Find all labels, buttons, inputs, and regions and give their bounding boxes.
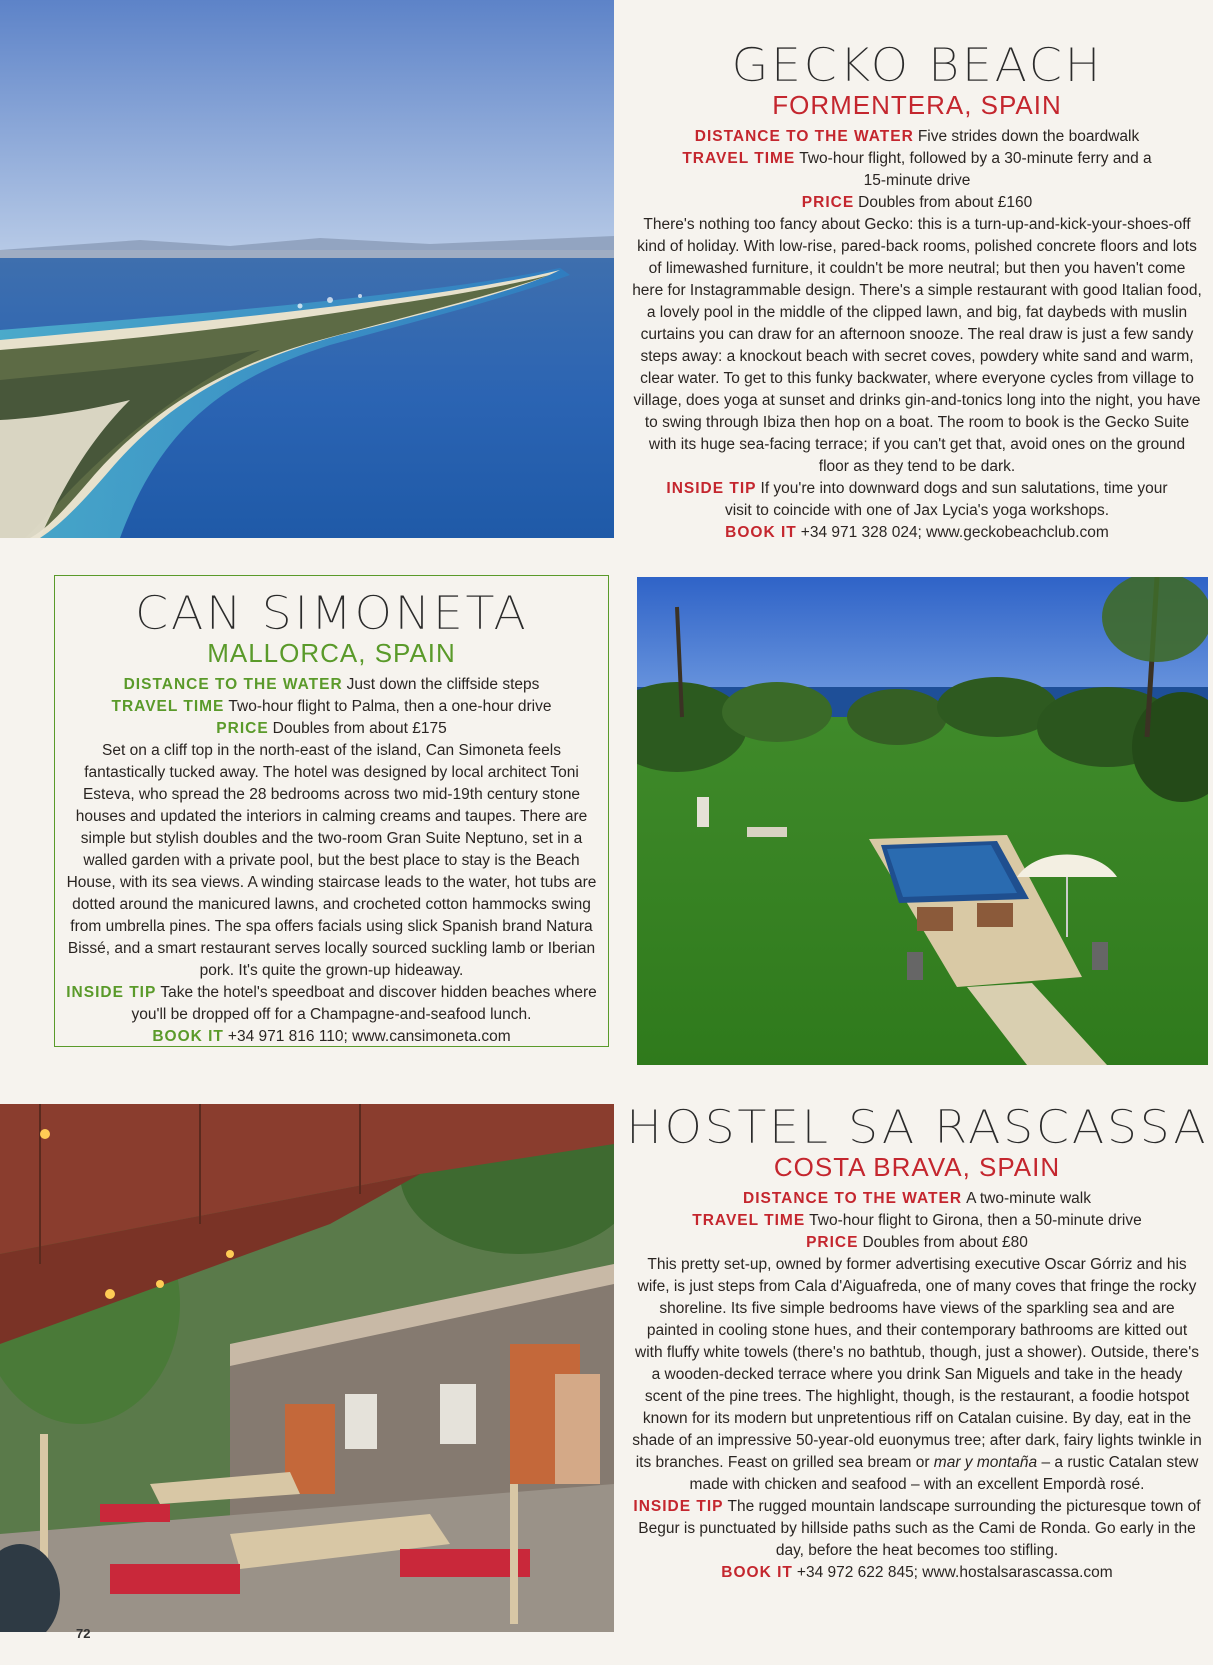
tip-value: If you're into downward dogs and sun salutations, time your visit to coincide with one of Jax Lycia's yoga workshops. [724, 480, 1168, 519]
book-label: BOOK IT [725, 524, 797, 541]
rascassa-distance [632, 1188, 1202, 1210]
simoneta-travel [55, 696, 608, 718]
tip-value: The rugged mountain landscape surrounding the picturesque town of Begur is punctuated by hillside paths such as the Cami de Ronda. Go early in the day, before the heat becomes too stifling. [638, 1498, 1201, 1559]
distance-value: Just down the cliffside steps [346, 676, 540, 693]
simoneta-book [55, 1026, 608, 1048]
tip-label: INSIDE TIP [633, 1498, 724, 1515]
simoneta-body: Set on a cliff top in the north-east of the island, Can Simoneta feels fantastically tucked away. The hotel was designed by local architect Toni Esteva, who spread the 28 bedrooms across two mid-19th century stone houses and updated the interiors in calming creams and taupes. There are simple but stylish doubles and the two-room Gran Suite Neptuno, set in a walled garden with a private pool, but the best place to stay is the Beach House, with its sea views. A winding staircase leads to the water, hot tubs are dotted around the manicured lawns, and crocheted cotton hammocks swing from umbrella pines. The spa offers facials using slick Spanish brand Natura Bissé, and a smart restaurant serves locally sourced suckling lamb or Iberian pork. It's quite the grown-up hideaway. [66, 742, 597, 979]
book-label: BOOK IT [152, 1028, 224, 1045]
travel-value: Two-hour flight, followed by a 30-minute ferry and a 15-minute drive [799, 150, 1152, 189]
can-simoneta-title: CAN SIMONETA [134, 586, 529, 640]
gecko-travel [632, 148, 1202, 192]
gecko-book [632, 522, 1202, 544]
travel-label: TRAVEL TIME [692, 1212, 806, 1229]
can-simoneta-location: MALLORCA, SPAIN [207, 638, 456, 668]
travel-label: TRAVEL TIME [682, 150, 796, 167]
price-value: Doubles from about £80 [862, 1234, 1028, 1251]
price-label: PRICE [801, 194, 855, 211]
rascassa-body-part-2: – a rustic Catalan stew made with chicken and seafood – with an excellent Empordà rosé. [689, 1454, 1199, 1493]
gecko-price [632, 192, 1202, 214]
travel-value: Two-hour flight to Girona, then a 50-minute drive [809, 1212, 1142, 1229]
gecko-tip [632, 478, 1202, 522]
formentera-coast-photo [0, 0, 614, 538]
travel-value: Two-hour flight to Palma, then a one-hour drive [228, 698, 552, 715]
rascassa-body [632, 1254, 1202, 1496]
price-value: Doubles from about £175 [272, 720, 447, 737]
distance-label: DISTANCE TO THE WATER [694, 128, 914, 145]
gecko-body: There's nothing too fancy about Gecko: this is a turn-up-and-kick-your-shoes-off kind of holiday. With low-rise, pared-back rooms, polished concrete floors and lots of limewashed furniture, it couldn't be more neutral; but then you haven't come here for Instagrammable design. There's a simple restaurant with good Italian food, a lovely pool in the middle of the clipped lawn, and big, fat daybeds with muslin curtains you can draw for an afternoon snooze. The real draw is just a few sandy steps away: a knockout beach with secret coves, powdery white sand and warm, clear water. To get to this funky backwater, where everyone cycles from village to village, does yoga at sunset and drinks gin-and-tonics long into the night, you have to swing through Ibiza then hop on a boat. The room to book is the Gecko Suite with its huge sea-facing terrace; if you can't get that, avoid ones on the ground floor as they tend to be dark. [632, 216, 1202, 475]
gecko-distance [632, 126, 1202, 148]
gecko-beach-title: GECKO BEACH [731, 38, 1103, 92]
distance-value: Five strides down the boardwalk [917, 128, 1140, 145]
rascassa-book [632, 1562, 1202, 1584]
rascassa-tip [632, 1496, 1202, 1562]
tip-label: INSIDE TIP [66, 984, 157, 1001]
travel-label: TRAVEL TIME [111, 698, 225, 715]
price-label: PRICE [216, 720, 269, 737]
rascassa-price [632, 1232, 1202, 1254]
garden-pool-photo [637, 577, 1208, 1065]
hostel-sa-rascassa-section [625, 1100, 1209, 1584]
hostel-sa-rascassa-title: HOSTEL SA RASCASSA [625, 1100, 1209, 1154]
distance-label: DISTANCE TO THE WATER [123, 676, 343, 693]
simoneta-price [55, 718, 608, 740]
simoneta-distance [55, 674, 608, 696]
rascassa-body-part-1: This pretty set-up, owned by former advertising executive Oscar Górriz and his wife, is just steps from Cala d'Aiguafreda, one of many coves that fringe the rocky shoreline. Its five simple bedrooms have views of the sparkling sea and are painted in cooling stone hues, and their contemporary bathrooms are kitted out with fluffy white towels (there's no bathtub, though, just a shower). Outside, there's a wooden-decked terrace where you drink San Miguels and take in the heady scent of the pine trees. The highlight, though, is the restaurant, a foodie hotspot known for its modern but unpretentious riff on Catalan cuisine. By day, eat in the shade of an impressive 50-year-old euonymus tree; after dark, fairy lights twinkle in its branches. Feast on grilled sea bream or [632, 1256, 1202, 1471]
hostel-sa-rascassa-location: COSTA BRAVA, SPAIN [773, 1152, 1061, 1182]
price-label: PRICE [806, 1234, 859, 1251]
simoneta-tip [55, 982, 608, 1026]
book-value[interactable]: +34 971 328 024; www.geckobeachclub.com [800, 524, 1109, 541]
page-number: 72 [76, 1626, 91, 1641]
rascassa-travel [632, 1210, 1202, 1232]
book-value[interactable]: +34 972 622 845; www.hostalsarascassa.com [796, 1564, 1113, 1581]
gecko-beach-section [632, 40, 1202, 544]
book-value[interactable]: +34 971 816 110; www.cansimoneta.com [227, 1028, 511, 1045]
price-value: Doubles from about £160 [858, 194, 1033, 211]
gecko-beach-location: FORMENTERA, SPAIN [772, 90, 1062, 120]
distance-value: A two-minute walk [966, 1190, 1091, 1207]
rascassa-body-italic: mar y montaña [933, 1454, 1038, 1471]
can-simoneta-section [54, 575, 609, 1047]
tip-label: INSIDE TIP [666, 480, 757, 497]
book-label: BOOK IT [721, 1564, 793, 1581]
tip-value: Take the hotel's speedboat and discover hidden beaches where you'll be dropped off for a Champagne-and-seafood lunch. [131, 984, 597, 1023]
terrace-restaurant-photo [0, 1104, 614, 1632]
distance-label: DISTANCE TO THE WATER [743, 1190, 963, 1207]
